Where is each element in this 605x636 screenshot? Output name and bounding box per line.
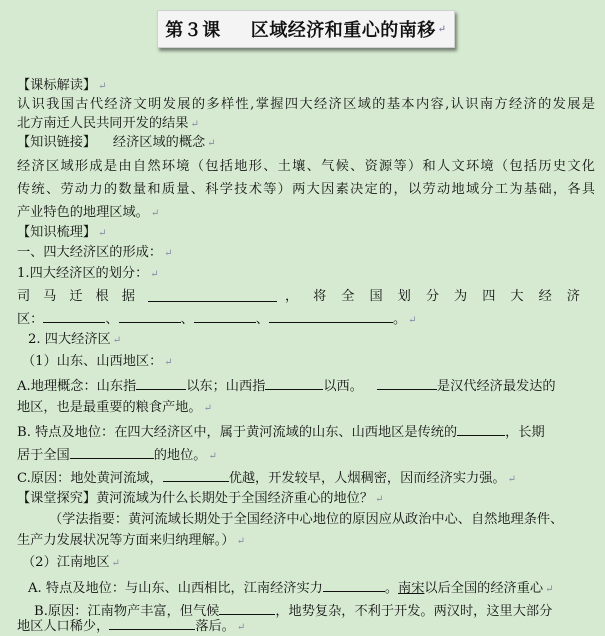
fill-in-line: A.地理概念：山东指 以东；山西指 以西。 是汉代经济最发达的 (17, 379, 556, 394)
paragraph-line: 经济区域形成是由自然环境（包括地形、土壤、气候、资源等）和人文环境（包括历史文化 (17, 159, 595, 174)
paragraph-line: 认识我国古代经济文明发展的多样性,掌握四大经济区域的基本内容,认识南方经济的发展是 (17, 97, 595, 112)
fill-in-line: A. 特点及地位：与山东、山西相比，江南经济实力 。南宋以后全国的经济重心 ↵ (28, 581, 554, 596)
fill-in-line: 居于全国 的地位。 ↵ (17, 448, 217, 463)
section-heading: 【课标解读】 ↵ (17, 78, 107, 93)
answer-blank[interactable] (219, 602, 275, 615)
answer-blank[interactable] (265, 377, 323, 390)
section-heading: （2）江南地区 ↵ (22, 555, 120, 570)
lesson-title (157, 10, 455, 48)
lesson-name: 区域经济和重心的南移 (250, 20, 436, 41)
answer-blank[interactable] (136, 377, 186, 390)
paragraph-line: 1.四大经济区的划分： ↵ (17, 266, 159, 281)
paragraph-mark: ↵ (437, 23, 447, 35)
fill-in-line: 地区人口稀少， 落后。 ↵ (17, 619, 246, 634)
fill-in-line: B. 特点及地位：在四大经济区中，属于黄河流域的山东、山西地区是传统的 ，长期 (17, 425, 545, 440)
answer-blank[interactable] (70, 446, 154, 459)
answer-blank[interactable] (148, 289, 277, 302)
paragraph-line: 北方南迁人民共同开发的结果 ↵ (17, 116, 199, 131)
paragraph-line: 产业特色的地理区域。 ↵ (17, 205, 160, 220)
fill-in-line: 司马迁根据 ，将全国划分为四大经济 (17, 289, 595, 304)
paragraph-line: （学法指要：黄河流域长期处于全国经济中心地位的原因应从政治中心、自然地理条件、 (49, 512, 564, 527)
fill-in-line: 区： 、 、 、 。 ↵ (17, 312, 417, 327)
lesson-number: 第３课 (165, 20, 221, 41)
section-heading: （1）山东、山西地区： ↵ (22, 354, 173, 369)
answer-blank[interactable] (194, 310, 256, 323)
paragraph-line: 地区，也是最重要的粮食产地。 ↵ (17, 400, 213, 415)
paragraph-line: 生产力发展状况等方面来归纳理解。） ↵ (17, 533, 245, 548)
section-heading: 2. 四大经济区 ↵ (28, 332, 122, 347)
fill-in-line: C.原因：地处黄河流域， 优越，开发较早，人烟稠密，因而经济实力强。 ↵ (17, 471, 517, 486)
section-heading: 【课堂探究】黄河流域为什么长期处于全国经济重心的地位？ ↵ (17, 491, 384, 506)
paragraph-line: 一、四大经济区的形成： ↵ (17, 245, 173, 260)
answer-blank[interactable] (119, 310, 181, 323)
answer-blank[interactable] (43, 310, 105, 323)
answer-blank[interactable] (323, 579, 385, 592)
answer-blank[interactable] (109, 617, 195, 630)
answer-blank[interactable] (163, 469, 229, 482)
answer-blank[interactable] (457, 423, 505, 436)
answer-blank[interactable] (377, 377, 437, 390)
paragraph-line: 传统、劳动力的数量和质量、科学技术等）两大因素决定的，以劳动地域分工为基础，各具 (17, 182, 595, 197)
section-heading: 【知识梳理】 ↵ (17, 225, 107, 240)
fill-in-line: B.原因：江南物产丰富，但气候 ，地势复杂，不利于开发。两汉时，这里大部分 (34, 604, 553, 619)
section-heading: 【知识链接】 经济区域的概念 ↵ (17, 135, 216, 150)
answer-blank[interactable] (269, 310, 393, 323)
